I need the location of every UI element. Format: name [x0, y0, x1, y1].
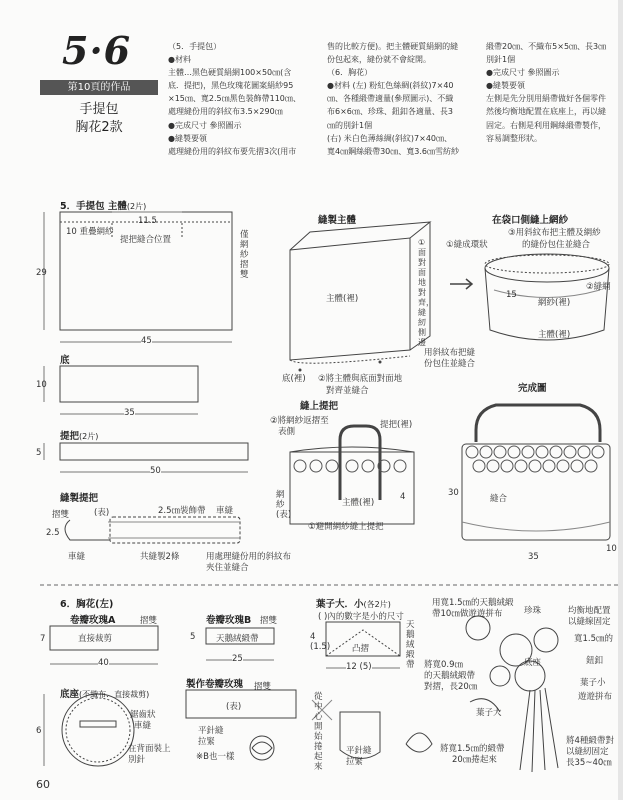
stitch-label: 拉緊: [346, 757, 364, 767]
seam-label: 縫合: [490, 494, 508, 504]
text-line: 緞帶20㎝、不織布5×5㎝、長3㎝: [486, 42, 607, 51]
finished-bag-handle: [476, 405, 600, 442]
dim-label: 15: [506, 290, 517, 300]
text-line: 容易調整形狀。: [486, 133, 542, 143]
same-b-note: ※B也一樣: [196, 752, 235, 762]
avoid-net-note: ①避開網紗縫上提把: [308, 522, 384, 532]
net-fold-note: ②將網紗返摺至: [270, 416, 329, 426]
fig-note: 對齊並縫合: [326, 386, 369, 396]
text-line: （5．手提包）: [168, 42, 222, 51]
project-title-line2: 胸花2款: [75, 120, 123, 135]
wide-note: 將寬1.5㎝的緞帶: [440, 744, 505, 754]
face-label: (表): [226, 702, 242, 712]
top-net-title: 在袋口側縫上網紗: [492, 215, 569, 226]
paren-note: ( )內的數字是小的尺寸: [318, 612, 404, 622]
dim-label: 11.5: [138, 216, 157, 226]
leaf-title: 葉子大．小(各2片): [316, 599, 391, 610]
text-line: ●完成尺寸 參照圖示: [168, 120, 242, 130]
text-line: ●縫製要領: [168, 133, 207, 143]
net-face-label: 網紗(表): [276, 490, 292, 520]
machine-label: 車縫: [68, 552, 86, 562]
overlap-label: 僅網紗摺雙: [240, 230, 249, 280]
bottom-pattern-piece: [60, 366, 198, 402]
text-line: 底．提把)，黑色玫瑰花圖案絹紗95: [168, 81, 294, 91]
fold-label: 摺雙: [140, 616, 158, 626]
fig-note: ②將主體與底面對面地: [318, 374, 403, 384]
project-number: 5·6: [62, 28, 132, 73]
back-pin-label: 別針: [128, 755, 146, 765]
fold-label: 摺雙: [254, 682, 272, 692]
dim-label: 29: [36, 268, 47, 278]
lace-label: 10 重疊網紗: [66, 227, 114, 237]
velvet-wide-note: 帶10㎝做遊遊拼布: [432, 609, 503, 619]
text-line: ●材料 (左) 粉紅色絲綢(斜紋)7×40: [327, 81, 454, 91]
dim-label: 10: [36, 380, 47, 390]
binding-note: 夾住並縫合: [206, 563, 249, 573]
handle-title: 提把(2片): [60, 431, 99, 442]
dim-label: 5: [190, 632, 196, 642]
brooch-title: 6．胸花(左): [60, 599, 114, 610]
handle-back-label: 提把(裡): [380, 420, 413, 430]
main-body-title: 5．手提包 主體(2片): [60, 201, 147, 212]
page-ref-badge: 第10頁的作品: [40, 80, 158, 95]
dim-label: 12 (5): [346, 662, 372, 672]
stitch-label: 平針縫: [198, 726, 224, 736]
fold-label: 摺雙: [52, 510, 70, 520]
text-line: ●縫製要領: [486, 81, 525, 91]
text-line: 左側是先分別用絹帶做好各個零件: [486, 94, 606, 104]
dim-label: 25: [232, 654, 243, 664]
bias-note: 份包住並縫合: [424, 359, 476, 369]
text-line: ㎝、各種緞帶適量(參照圖示)、不織: [327, 94, 454, 104]
rose-sketch: [250, 736, 274, 760]
wrap-note: 的縫份包住並縫合: [522, 240, 591, 250]
body-back-label: 主體(裡): [326, 294, 359, 304]
binding-note: 用處理縫份用的斜紋布: [206, 552, 292, 562]
text-line: 布6×6㎝、珍珠、鈕釦各適量、長3: [327, 107, 453, 117]
wide-note: 對摺，長20㎝: [424, 682, 478, 692]
dim-label: 2.5: [46, 528, 60, 538]
four-note: 長35~40㎝: [566, 758, 612, 768]
velvet-label: 天鵝絨緞帶: [406, 620, 415, 670]
project-title-line1: 手提包: [79, 102, 119, 117]
sew-handle-title: 縫製提把: [60, 493, 99, 504]
zigzag-label: 鋸齒狀: [130, 710, 156, 720]
text-line: (右) 米白色薄絲綢(斜紋)7×40㎝、: [327, 133, 452, 143]
rose-b-title: 卷瓣玫瑰B: [206, 615, 252, 626]
pearl-label: 珍珠: [524, 606, 542, 616]
text-line: 然後均衡地配置在底座上，再以縫: [486, 107, 606, 117]
dim-label: 30: [448, 488, 459, 498]
sew-two-label: 共縫製2條: [140, 552, 180, 562]
sew-net-label: ②縫網: [586, 282, 611, 292]
text-line: ㎝的別針1個: [327, 120, 373, 130]
dim-label: 45: [141, 336, 152, 346]
text-line: ●完成尺寸 參照圖示: [486, 68, 560, 78]
text-line: ●材料: [168, 55, 191, 65]
dim-label: 5: [36, 448, 42, 458]
dim-label: 6: [36, 726, 42, 736]
dim-label: 50: [150, 466, 161, 476]
face-label: (表): [94, 508, 110, 518]
sew-body-title: 縫製主體: [318, 215, 357, 226]
dim-label: 10: [606, 544, 617, 554]
leaf-small-label: 葉子小: [580, 678, 606, 688]
wrap-note: ③用斜紋布把主體及網紗: [508, 228, 601, 238]
stitch-label: 拉緊: [198, 737, 216, 747]
bottom-title: 底: [60, 355, 70, 366]
text-line: 寬4㎝鋼絲緞帶30㎝、寬3.6㎝雪紡紗: [327, 146, 459, 156]
finished-title: 完成圖: [518, 383, 547, 394]
text-line: 處理縫份用的斜紋布要先摺3次(用市: [168, 146, 297, 156]
handle-sewing-strip: [110, 517, 240, 543]
even-note: 均衡地配置: [568, 606, 611, 616]
text-line: （6．胸花）: [327, 68, 373, 78]
velvet-label: 天鵝絨緞帶: [216, 634, 259, 644]
dim-label: 35: [528, 552, 539, 562]
wide-note: 20㎝捲起來: [452, 755, 497, 765]
patch-label: 遊遊拼布: [578, 692, 613, 702]
base-label: 底座: [524, 658, 542, 668]
dim-label: 4 (1.5): [310, 632, 331, 652]
finished-bag-body: [462, 444, 610, 540]
convex-label: 凸摺: [352, 644, 370, 654]
rose-a-title: 卷瓣玫瑰A: [70, 615, 116, 626]
dim-label: 4: [400, 492, 406, 502]
text-line: 固定。右側是利用鋼絲緞帶製作，: [486, 120, 606, 130]
dim-label: 35: [124, 408, 135, 418]
button-label: 鈕釦: [586, 656, 604, 666]
text-line: 處理縫份用的斜紋布3.5×290㎝: [168, 107, 283, 117]
body-back-label: 主體(裡): [538, 330, 571, 340]
net-back-label: 網紗(裡): [538, 298, 571, 308]
wide-label: 寬1.5㎝的: [574, 634, 614, 644]
text-line: 售的比較方便)。把主體硬質絹網的縫: [327, 42, 459, 51]
attach-handle-title: 縫上提把: [300, 401, 339, 412]
page-number: 60: [36, 778, 50, 791]
align-note: ①面對面地對齊，縫紉側邊: [418, 238, 434, 347]
text-line: 別針1個: [486, 55, 516, 65]
base-circle: [62, 694, 134, 766]
four-note: 以縫紉固定: [566, 747, 609, 757]
make-rose-title: 製作卷瓣玫瑰: [186, 679, 244, 690]
leaf-big-label: 葉子大: [476, 708, 502, 718]
base-title: 底座(不織布．直接裁剪): [60, 689, 150, 700]
text-line: 份包起來，縫份就不會綻開。: [327, 55, 431, 65]
wide-note: 的天鵝絨緞帶: [424, 671, 476, 681]
machine-label: 車縫: [216, 506, 234, 516]
fold-label: 摺雙: [260, 616, 278, 626]
ribbon-label: 2.5㎝裝飾帶: [158, 506, 206, 516]
four-note: 將4種緞帶對: [566, 736, 614, 746]
dim-label: 40: [98, 658, 109, 668]
body-back-label: 主體(裡): [342, 498, 375, 508]
zigzag-label: 車縫: [134, 721, 152, 731]
roll-note: 從中心開始捲起來: [314, 692, 323, 772]
top-net-drawing: [485, 254, 609, 282]
wide-note: 將寬0.9㎝: [424, 660, 464, 670]
dim-label: 7: [40, 634, 46, 644]
even-note: 以縫線固定: [568, 617, 611, 627]
bias-note: 用斜紋布把縫: [424, 348, 476, 358]
ring-label: ①縫成環狀: [446, 240, 488, 250]
bottom-back-label: 底(裡): [282, 374, 306, 384]
handle-position-label: 提把縫合位置: [120, 235, 172, 245]
velvet-wide-note: 用寬1.5㎝的天鵝絨緞: [432, 598, 514, 608]
net-fold-note: 表側: [278, 427, 296, 437]
text-line: 主體…黑色硬質絹網100×50㎝(含: [168, 68, 292, 78]
text-line: ×15㎝、寬2.5㎝黑色裝飾帶110㎝、: [168, 94, 301, 104]
cut-direct-label: 直接裁剪: [78, 634, 113, 644]
back-pin-label: 在背面裝上: [128, 744, 171, 754]
handle-pattern-piece: [60, 443, 248, 460]
stitch-label: 平針縫: [346, 746, 372, 756]
